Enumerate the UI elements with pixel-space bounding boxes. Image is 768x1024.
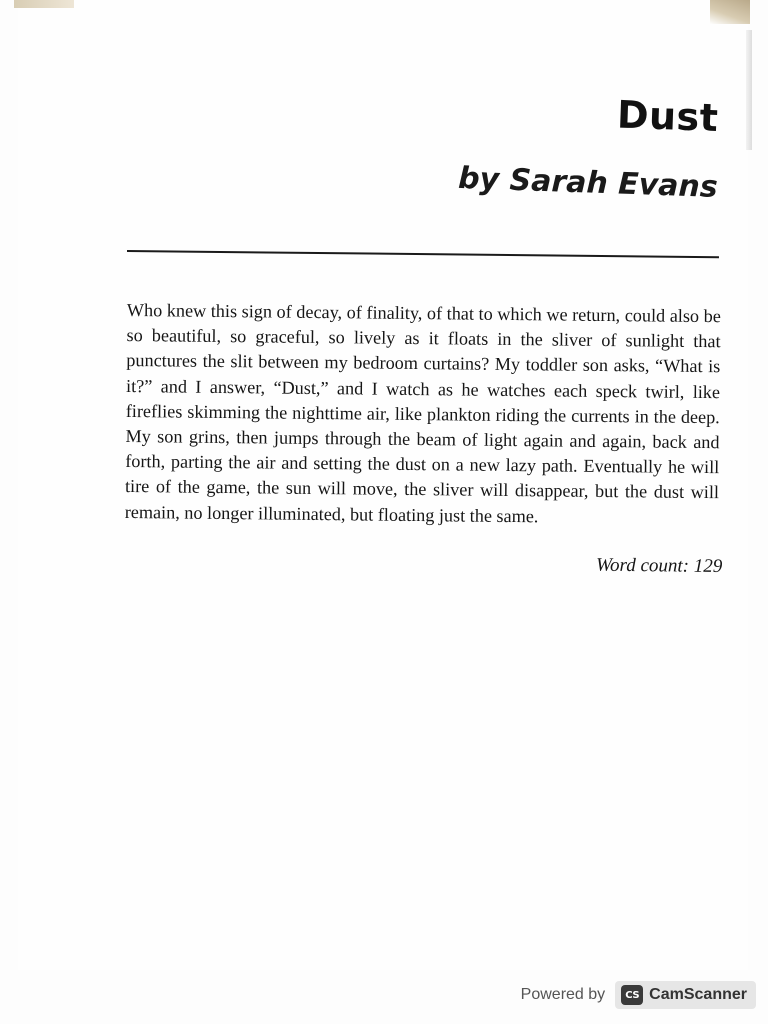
word-count: Word count: 129 [595,554,723,577]
story-body: Who knew this sign of decay, of finality, of that to which we return, could also be so beautiful, so graceful, so lively as it floats in the sliver of sunlight that punctures the slit between my bedroom curtains? My toddler son asks, “What is it?” and I answer, “Dust,” and I watch as he watches each speck twirl, like fireflies skimming the nighttime air, like plankton riding the currents in the deep. My son grins, then jumps through the beam of light again and again, back and forth, parting the air and setting the dust on a new lazy path. Eventually he will tire of the game, the sun will move, the sliver will disappear, but the dust will remain, no longer illuminated, but floating just the same. [124,299,721,526]
page-title: Dust [615,92,719,140]
camscanner-logo-icon: CS [621,985,643,1005]
scanner-watermark [521,981,756,1009]
page-corner-fold [710,0,750,24]
author-byline: by Sarah Evans [457,160,719,205]
powered-by-label: Powered by [520,986,606,1003]
camscanner-brand: CamScanner [649,986,747,1003]
page-corner-shadow [14,0,74,8]
camscanner-badge [615,981,756,1009]
page-edge-shadow [746,30,752,150]
